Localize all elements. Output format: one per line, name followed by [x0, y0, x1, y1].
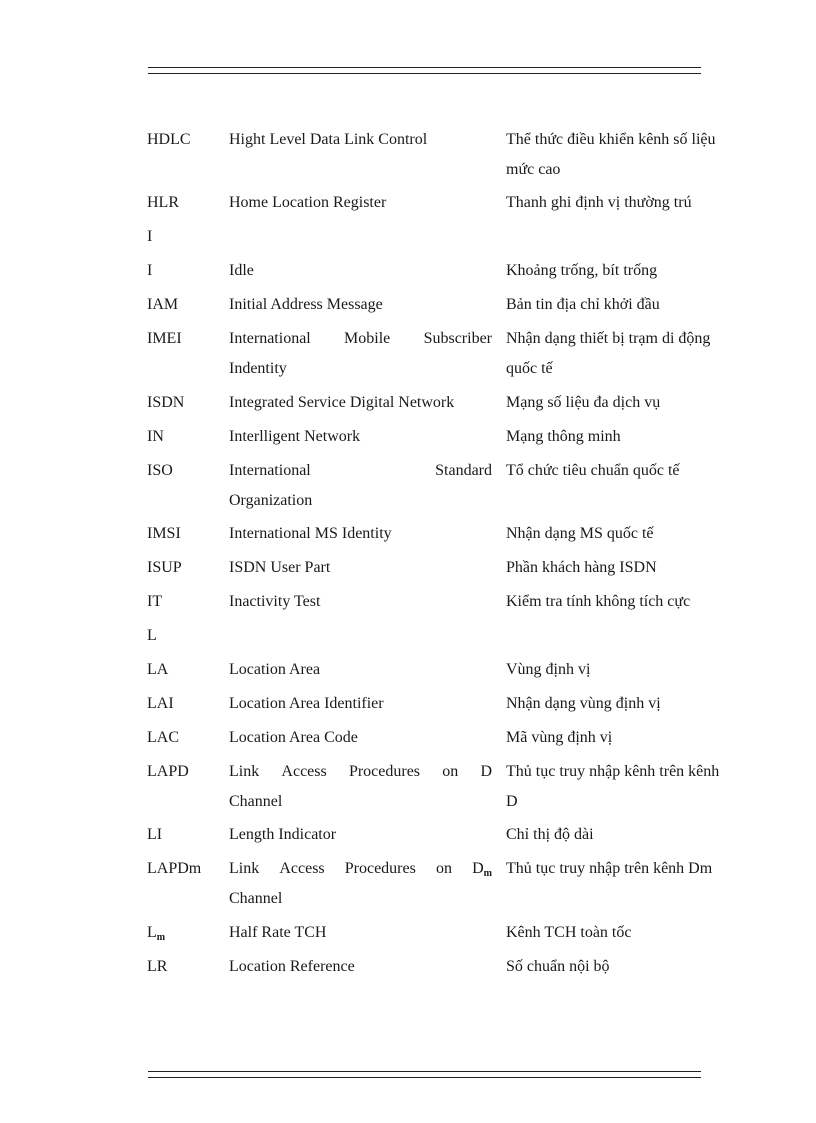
english-word: Link — [229, 763, 260, 780]
abbreviation: IN — [147, 428, 164, 445]
english-term-line1 — [229, 324, 492, 354]
subscript: m — [483, 868, 492, 879]
english-word: Procedures — [348, 763, 421, 780]
vietnamese-term: Mạng số liệu đa dịch vụ — [506, 394, 661, 411]
english-word: International — [229, 330, 311, 347]
english-word: Mobile — [344, 330, 391, 347]
english-term: Initial Address Message — [229, 296, 383, 313]
section-letter: I — [147, 228, 153, 245]
english-term: Location Area Code — [229, 729, 358, 746]
abbreviation: ISDN — [147, 394, 185, 411]
english-word: $D_m$ — [472, 860, 492, 879]
english-term: Inactivity Test — [229, 593, 321, 610]
english-term-line1 — [229, 854, 492, 884]
vietnamese-term: Khoảng trống, bít trống — [506, 262, 658, 279]
abbreviation: $L_m$ — [147, 924, 166, 943]
english-word: Standard — [435, 462, 492, 479]
english-term: Interlligent Network — [229, 428, 361, 445]
vietnamese-term: Kênh TCH toàn tốc — [506, 924, 632, 941]
english-term-line1 — [229, 456, 492, 486]
vietnamese-term: Nhận dạng thiết bị trạm di động quốc tế — [506, 330, 711, 377]
english-term: Idle — [229, 262, 254, 279]
vietnamese-term: Phần khách hàng ISDN — [506, 559, 657, 576]
vietnamese-term: Thanh ghi định vị thường trú — [506, 194, 692, 211]
english-term: ISDN User Part — [229, 559, 331, 576]
english-word: Procedures — [344, 860, 416, 877]
abbreviation: LAC — [147, 729, 179, 746]
abbreviation: HDLC — [147, 131, 191, 148]
english-word: Subscriber — [423, 330, 492, 347]
english-term: International Standard Organization — [229, 456, 492, 516]
vietnamese-term: Mạng thông minh — [506, 428, 621, 445]
abbreviation: IMEI — [147, 330, 182, 347]
english-term: Hight Level Data Link Control — [229, 131, 428, 148]
abbreviation: LR — [147, 958, 168, 975]
abbreviation: LAPD — [147, 763, 189, 780]
english-term: Link Access Procedures on $D_m$ Channel — [229, 854, 492, 914]
abbreviation: IT — [147, 593, 163, 610]
abbreviation: ISUP — [147, 559, 182, 576]
vietnamese-term: Chỉ thị độ dài — [506, 826, 594, 843]
english-word: Access — [281, 763, 327, 780]
vietnamese-term: Mã vùng định vị — [506, 729, 613, 746]
abbreviation: IMSI — [147, 525, 181, 542]
english-term: International Mobile Subscriber Indentity — [229, 324, 492, 384]
vietnamese-term: Thể thức điều khiển kênh số liệu mức cao — [506, 131, 716, 178]
english-term: Half Rate TCH — [229, 924, 327, 941]
english-term-line1 — [229, 757, 492, 787]
english-term: Home Location Register — [229, 194, 387, 211]
english-term: International MS Identity — [229, 525, 392, 542]
english-word: on — [435, 860, 452, 877]
english-term: Length Indicator — [229, 826, 337, 843]
abbreviation: LAPDm — [147, 860, 202, 877]
vietnamese-term: Bản tin địa chỉ khởi đầu — [506, 296, 660, 313]
english-word: Link — [229, 860, 260, 877]
english-word: Access — [279, 860, 325, 877]
vietnamese-term: Vùng định vị — [506, 661, 591, 678]
english-term: Location Area Identifier — [229, 695, 384, 712]
english-term: Location Area — [229, 661, 321, 678]
english-term: Link Access Procedures on D Channel — [229, 757, 492, 817]
vietnamese-term: Thủ tục truy nhập trên kênh Dm — [506, 860, 713, 877]
vietnamese-term: Số chuẩn nội bộ — [506, 958, 610, 975]
abbreviation: LA — [147, 661, 169, 678]
footer-double-rule — [148, 1071, 701, 1078]
english-word: D — [480, 763, 492, 780]
english-word: on — [442, 763, 459, 780]
abbreviation: HLR — [147, 194, 179, 211]
vietnamese-term: Thủ tục truy nhập kênh trên kênh D — [506, 763, 720, 810]
abbreviation: LAI — [147, 695, 174, 712]
vietnamese-term: Kiểm tra tính không tích cực — [506, 593, 691, 610]
section-letter: L — [147, 627, 157, 644]
vietnamese-term: Nhận dạng MS quốc tế — [506, 525, 654, 542]
english-term: Location Reference — [229, 958, 355, 975]
english-term: Integrated Service Digital Network — [229, 394, 455, 411]
english-word: International — [229, 462, 311, 479]
abbreviation: LI — [147, 826, 163, 843]
abbreviation: ISO — [147, 462, 173, 479]
vietnamese-term: Tổ chức tiêu chuẩn quốc tế — [506, 462, 680, 479]
abbreviation: I — [147, 262, 153, 279]
abbreviation: IAM — [147, 296, 179, 313]
vietnamese-term: Nhận dạng vùng định vị — [506, 695, 661, 712]
